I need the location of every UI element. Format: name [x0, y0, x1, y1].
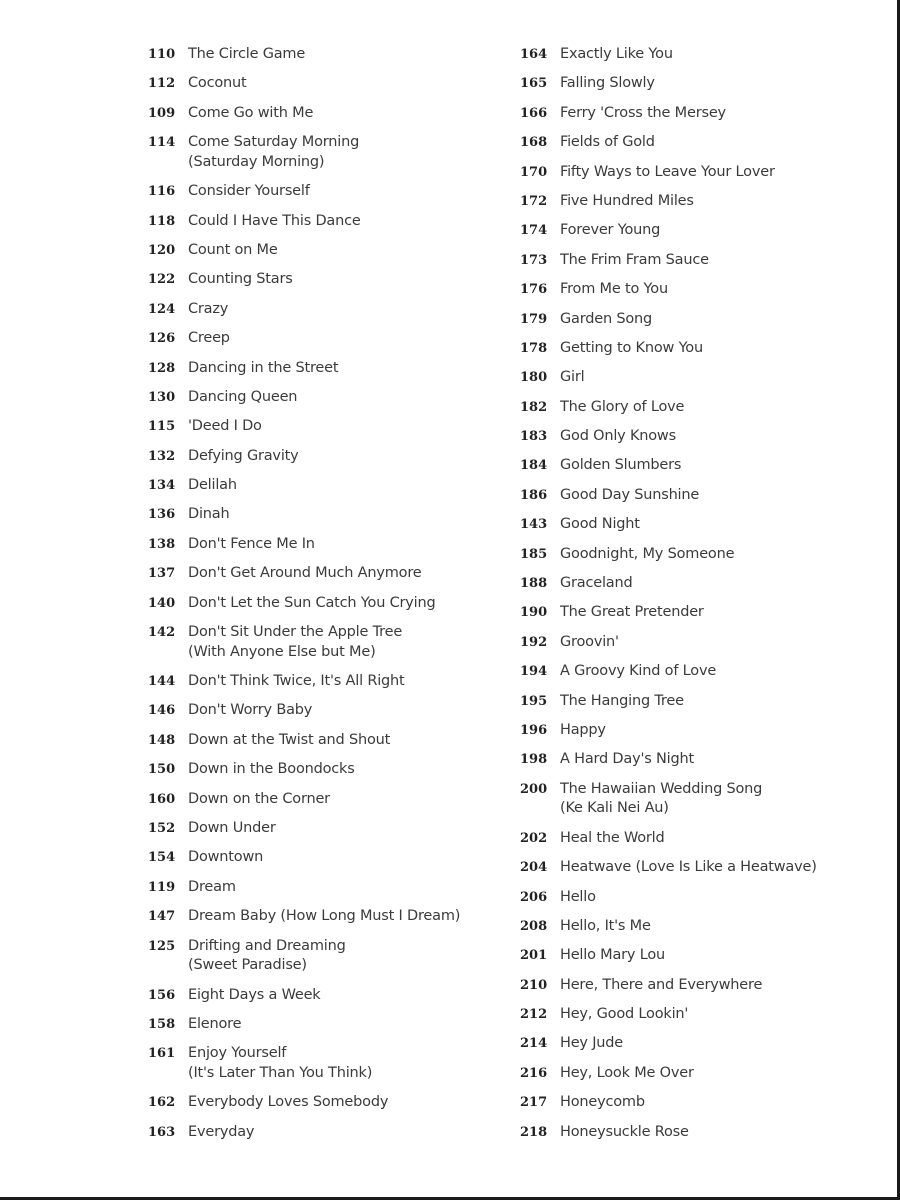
toc-page-number: 128 [148, 360, 176, 376]
toc-page-number: 212 [520, 1007, 548, 1023]
toc-song-title: The Glory of Love [560, 398, 685, 415]
toc-song-title: Fields of Gold [560, 134, 655, 151]
toc-entry [148, 241, 488, 261]
toc-song-title: Graceland [560, 575, 633, 592]
toc-song-title: Forever Young [560, 222, 661, 239]
toc-song-title: Could I Have This Dance [188, 212, 361, 229]
toc-song-title: Down at the Twist and Shout [188, 731, 391, 748]
toc-song-title: Golden Slumbers [560, 457, 682, 474]
toc-song-title: Enjoy Yourself (It's Later Than You Think) [188, 1045, 373, 1081]
toc-page-number: 172 [520, 193, 548, 209]
toc-entry [520, 1034, 820, 1054]
toc-entry [148, 701, 488, 721]
toc-song-title: Consider Yourself [188, 183, 310, 200]
toc-entry [148, 731, 488, 751]
toc-entry [520, 917, 820, 937]
toc-page-number: 140 [148, 595, 176, 611]
toc-song-title: The Frim Fram Sauce [560, 251, 709, 268]
toc-entry [520, 662, 820, 682]
toc-page-number: 163 [148, 1124, 176, 1140]
toc-song-title: Downtown [188, 849, 264, 866]
toc-entry [148, 133, 488, 172]
toc-song-title: Girl [560, 369, 585, 386]
toc-song-title: The Great Pretender [560, 604, 704, 621]
toc-page-number: 208 [520, 918, 548, 934]
toc-entry [520, 192, 820, 212]
toc-page-number: 120 [148, 242, 176, 258]
toc-song-title: Everyday [188, 1123, 255, 1140]
toc-entry [148, 848, 488, 868]
toc-song-title: Come Saturday Morning (Saturday Morning) [188, 134, 360, 170]
toc-entry [520, 603, 820, 623]
toc-entry [520, 398, 820, 418]
toc-page-number: 178 [520, 340, 548, 356]
toc-song-title: 'Deed I Do [188, 418, 262, 435]
toc-page-number: 183 [520, 429, 548, 445]
toc-song-title: The Circle Game [188, 46, 306, 62]
toc-right-column [520, 45, 820, 1152]
toc-page-number: 134 [148, 478, 176, 494]
toc-page-number: 110 [148, 47, 176, 62]
toc-page-number: 119 [148, 879, 176, 895]
toc-entry [520, 1093, 820, 1113]
toc-entry [148, 1123, 488, 1143]
toc-song-title: Hello [560, 888, 596, 905]
toc-entry [148, 760, 488, 780]
toc-page-number: 176 [520, 282, 548, 298]
toc-page-number: 195 [520, 693, 548, 709]
toc-page-number: 112 [148, 76, 176, 92]
toc-entry [148, 1015, 488, 1035]
toc-entry [520, 692, 820, 712]
toc-song-title: Down on the Corner [188, 790, 330, 807]
toc-entry [148, 74, 488, 94]
toc-entry [148, 388, 488, 408]
toc-song-title: Falling Slowly [560, 75, 655, 92]
toc-entry [148, 594, 488, 614]
toc-entry [520, 310, 820, 330]
toc-entry [520, 251, 820, 271]
toc-song-title: Hey Jude [560, 1035, 624, 1052]
toc-page-number: 160 [148, 791, 176, 807]
toc-entry [148, 1093, 488, 1113]
toc-page-number: 138 [148, 536, 176, 552]
toc-song-title: Ferry 'Cross the Mersey [560, 104, 726, 121]
toc-entry [148, 907, 488, 927]
toc-page-number: 214 [520, 1036, 548, 1052]
toc-page-number: 144 [148, 674, 176, 689]
toc-page-number: 114 [148, 135, 176, 151]
toc-song-title: Don't Let the Sun Catch You Crying [188, 594, 436, 611]
toc-page-number: 116 [148, 184, 176, 200]
toc-song-title: Five Hundred Miles [560, 192, 694, 209]
toc-page-number: 179 [520, 311, 548, 327]
toc-entry [148, 300, 488, 320]
toc-entry [520, 976, 820, 996]
toc-entry [520, 829, 820, 849]
toc-song-title: Coconut [188, 75, 247, 92]
toc-song-title: Heal the World [560, 829, 665, 846]
toc-entry [520, 515, 820, 535]
toc-song-title: Good Night [560, 516, 640, 533]
toc-page-number: 109 [148, 105, 176, 121]
toc-entry [520, 104, 820, 124]
toc-page-number: 190 [520, 605, 548, 621]
toc-entry [520, 339, 820, 359]
toc-page-number: 154 [148, 850, 176, 866]
toc-entry [148, 672, 488, 692]
toc-entry [148, 182, 488, 202]
toc-page-number: 165 [520, 76, 548, 92]
toc-entry [520, 750, 820, 770]
toc-entry [148, 878, 488, 898]
toc-song-title: Down in the Boondocks [188, 761, 355, 778]
toc-page-number: 168 [520, 135, 548, 151]
toc-entry [520, 721, 820, 741]
toc-page-number: 201 [520, 948, 548, 964]
toc-song-title: God Only Knows [560, 428, 676, 445]
toc-entry [520, 368, 820, 388]
toc-page-number: 118 [148, 213, 176, 229]
toc-entry [148, 819, 488, 839]
toc-song-title: Don't Get Around Much Anymore [188, 565, 422, 582]
toc-entry [520, 633, 820, 653]
toc-page-number: 148 [148, 732, 176, 748]
toc-entry [148, 417, 488, 437]
toc-page-number: 158 [148, 1016, 176, 1032]
toc-page-number: 143 [520, 517, 548, 533]
toc-song-title: Exactly Like You [560, 46, 673, 62]
toc-entry [520, 888, 820, 908]
toc-entry [520, 456, 820, 476]
toc-entry [148, 623, 488, 662]
toc-entry [148, 476, 488, 496]
toc-entry [520, 133, 820, 153]
toc-page-number: 166 [520, 105, 548, 121]
toc-song-title: The Hanging Tree [560, 692, 684, 709]
toc-entry [148, 359, 488, 379]
toc-page-number: 204 [520, 860, 548, 876]
toc-entry [520, 574, 820, 594]
toc-song-title: Getting to Know You [560, 339, 703, 356]
toc-page-number: 206 [520, 889, 548, 905]
toc-page-number: 126 [148, 331, 176, 347]
toc-page-number: 217 [520, 1095, 548, 1111]
toc-song-title: Dinah [188, 506, 230, 523]
toc-song-title: Defying Gravity [188, 447, 299, 464]
toc-page-number: 150 [148, 762, 176, 778]
toc-song-title: Don't Sit Under the Apple Tree (With Anyone Else but Me) [188, 624, 403, 660]
toc-page-number: 124 [148, 301, 176, 317]
toc-entry [148, 505, 488, 525]
toc-page-number: 182 [520, 399, 548, 415]
toc-entry [148, 212, 488, 232]
toc-page-number: 115 [148, 419, 176, 435]
toc-entry [520, 1005, 820, 1025]
toc-left-column [148, 45, 488, 1152]
toc-song-title: Crazy [188, 300, 229, 317]
toc-page-number: 137 [148, 566, 176, 582]
toc-song-title: Goodnight, My Someone [560, 545, 735, 562]
toc-song-title: Fifty Ways to Leave Your Lover [560, 163, 775, 180]
toc-song-title: Elenore [188, 1015, 242, 1032]
toc-page-number: 130 [148, 389, 176, 405]
toc-page-number: 164 [520, 47, 548, 62]
toc-song-title: Happy [560, 721, 606, 738]
toc-entry [148, 104, 488, 124]
toc-entry [148, 270, 488, 290]
toc-entry [148, 329, 488, 349]
toc-song-title: Don't Think Twice, It's All Right [188, 673, 405, 689]
toc-page-number: 218 [520, 1124, 548, 1140]
toc-page-number: 136 [148, 507, 176, 523]
toc-entry [520, 221, 820, 241]
toc-song-title: Honeycomb [560, 1094, 645, 1111]
toc-page-number: 147 [148, 909, 176, 925]
toc-page-number: 210 [520, 977, 548, 993]
toc-entry [148, 447, 488, 467]
toc-entry [520, 545, 820, 565]
toc-page-number: 174 [520, 223, 548, 239]
toc-entry [148, 1044, 488, 1083]
toc-song-title: A Hard Day's Night [560, 751, 694, 768]
toc-entry [148, 45, 488, 65]
toc-song-title: Heatwave (Love Is Like a Heatwave) [560, 859, 817, 876]
toc-song-title: Groovin' [560, 633, 619, 650]
toc-song-title: Hey, Look Me Over [560, 1064, 694, 1081]
toc-song-title: Delilah [188, 477, 237, 494]
toc-song-title: The Hawaiian Wedding Song (Ke Kali Nei Au) [560, 780, 763, 817]
toc-song-title: Creep [188, 330, 230, 347]
toc-song-title: Garden Song [560, 310, 653, 327]
toc-entry [520, 74, 820, 94]
toc-entry [520, 858, 820, 878]
toc-song-title: Don't Worry Baby [188, 702, 313, 719]
toc-page-number: 186 [520, 487, 548, 503]
toc-entry [520, 280, 820, 300]
toc-page-number: 196 [520, 722, 548, 738]
toc-song-title: Dancing Queen [188, 388, 298, 405]
toc-entry [148, 535, 488, 555]
toc-song-title: Don't Fence Me In [188, 535, 315, 552]
toc-page-number: 122 [148, 272, 176, 288]
toc-song-title: Honeysuckle Rose [560, 1123, 689, 1140]
toc-song-title: Dancing in the Street [188, 359, 339, 376]
toc-entry [520, 45, 820, 65]
toc-page-number: 132 [148, 448, 176, 464]
toc-page-number: 146 [148, 703, 176, 719]
toc-song-title: Dream [188, 878, 236, 895]
toc-page-number: 156 [148, 987, 176, 1003]
toc-song-title: Down Under [188, 819, 276, 836]
toc-page-number: 216 [520, 1065, 548, 1081]
toc-page-number: 173 [520, 252, 548, 268]
toc-entry [148, 564, 488, 584]
toc-entry [520, 1123, 820, 1143]
toc-page-number: 152 [148, 820, 176, 836]
toc-page-number: 142 [148, 625, 176, 641]
toc-page-number: 125 [148, 938, 176, 954]
toc-page-number: 200 [520, 781, 548, 797]
toc-page-number: 198 [520, 752, 548, 768]
toc-song-title: Everybody Loves Somebody [188, 1094, 389, 1111]
toc-song-title: Here, There and Everywhere [560, 976, 763, 993]
toc-page-number: 170 [520, 164, 548, 180]
toc-entry [520, 946, 820, 966]
toc-song-title: Dream Baby (How Long Must I Dream) [188, 908, 461, 925]
toc-song-title: Come Go with Me [188, 104, 314, 121]
toc-page-number: 188 [520, 576, 548, 592]
toc-page-number: 180 [520, 370, 548, 386]
toc-entry [520, 1064, 820, 1084]
toc-entry [148, 790, 488, 810]
toc-song-title: Eight Days a Week [188, 986, 321, 1003]
toc-song-title: Hello, It's Me [560, 917, 651, 934]
toc-page-number: 161 [148, 1046, 176, 1062]
toc-page-number: 194 [520, 664, 548, 680]
toc-song-title: Counting Stars [188, 271, 293, 288]
toc-song-title: Count on Me [188, 241, 278, 258]
toc-page-number: 192 [520, 634, 548, 650]
toc-song-title: Hello Mary Lou [560, 947, 665, 964]
toc-song-title: Good Day Sunshine [560, 486, 700, 503]
toc-song-title: Hey, Good Lookin' [560, 1006, 689, 1023]
toc-song-title: From Me to You [560, 281, 668, 298]
toc-page-number: 162 [148, 1095, 176, 1111]
toc-entry [148, 937, 488, 976]
toc-page-number: 184 [520, 458, 548, 474]
toc-song-title: A Groovy Kind of Love [560, 663, 717, 680]
toc-entry [148, 986, 488, 1006]
toc-entry [520, 780, 820, 819]
toc-entry [520, 427, 820, 447]
toc-entry [520, 486, 820, 506]
toc-page-number: 202 [520, 830, 548, 846]
toc-page-number: 185 [520, 546, 548, 562]
toc-entry [520, 163, 820, 183]
toc-song-title: Drifting and Dreaming (Sweet Paradise) [188, 937, 346, 974]
